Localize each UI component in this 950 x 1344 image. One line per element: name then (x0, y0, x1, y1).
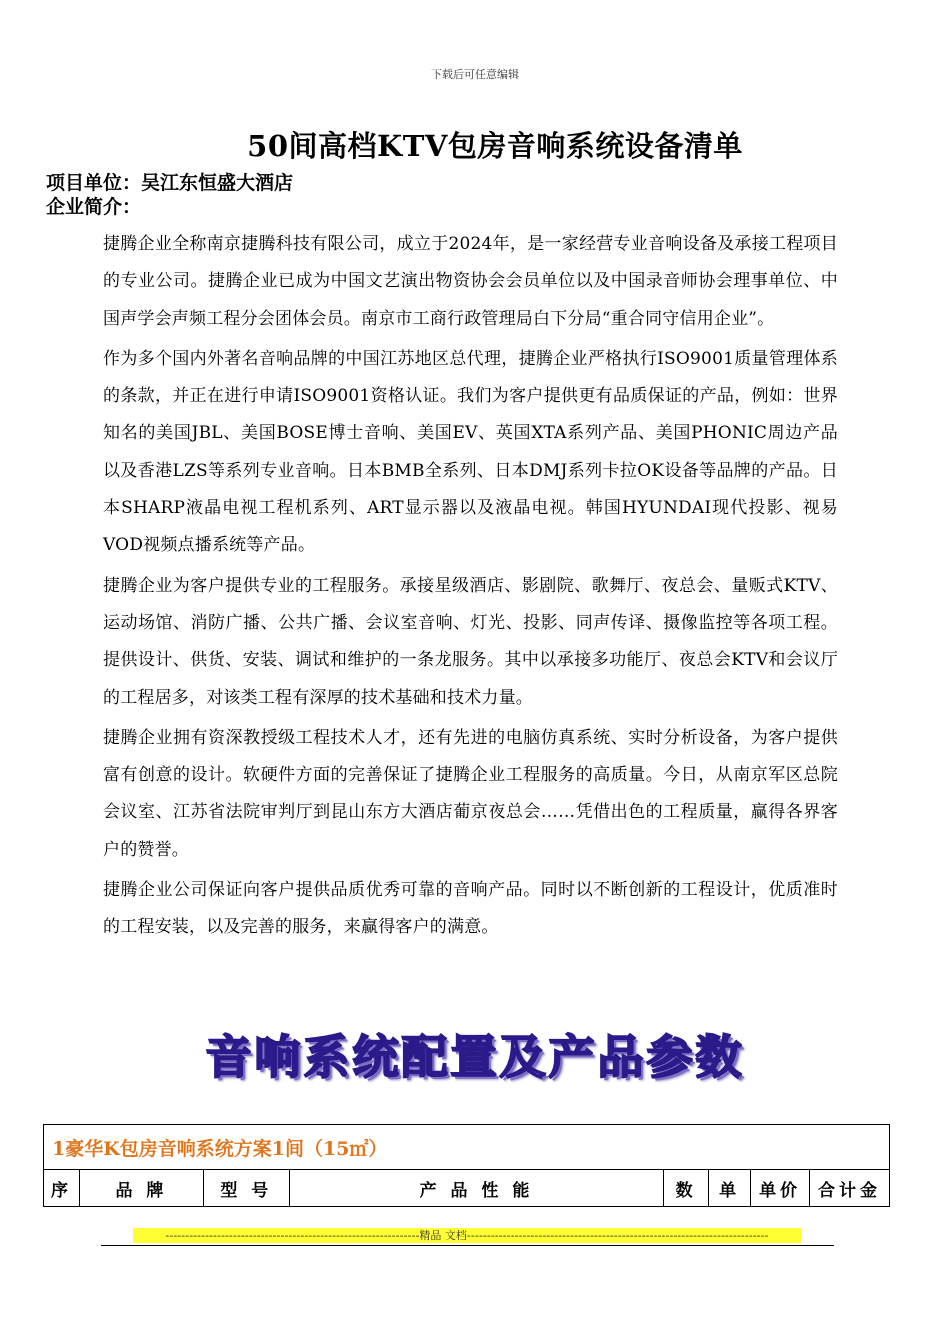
intro-paragraph: 捷腾企业拥有资深教授级工程技术人才，还有先进的电脑仿真系统、实时分析设备，为客户提供富有创意的设计。软硬件方面的完善保证了捷腾企业工程服务的高质量。今日，从南京军区总院会议室、江苏省法院审判厅到昆山东方大酒店葡京夜总会……凭借出色的工程质量，赢得各界客户的赞誉。 (103, 727, 838, 860)
company-intro-label: 企业简介： (46, 196, 142, 218)
section-banner: 音响系统配置及产品参数 (205, 1030, 745, 1084)
intro-paragraph: 捷腾企业全称南京捷腾科技有限公司，成立于2024年，是一家经营专业音响设备及承接工程项目的专业公司。捷腾企业已成为中国文艺演出物资协会会员单位以及中国录音师协会理事单位、中国声学会声频工程分会团体会员。南京市工商行政管理局白下分局“重合同守信用企业”。 (103, 234, 838, 329)
col-header-quantity: 数 (664, 1170, 709, 1207)
header-note: 下载后可任意编辑 (431, 68, 519, 81)
scheme-title: 1豪华K包房音响系统方案1间（15㎡） (44, 1125, 890, 1170)
equipment-table (43, 1124, 890, 1207)
project-unit: 项目单位：吴江东恒盛大酒店 (46, 172, 294, 194)
intro-paragraph: 捷腾企业公司保证向客户提供品质优秀可靠的音响产品。同时以不断创新的工程设计，优质准时的工程安装，以及完善的服务，来赢得客户的满意。 (103, 880, 838, 938)
col-header-brand: 品 牌 (79, 1170, 203, 1207)
intro-paragraph: 捷腾企业为客户提供专业的工程服务。承接星级酒店、影剧院、歌舞厅、夜总会、量贩式KTV、运动场馆、消防广播、公共广播、会议室音响、灯光、投影、同声传译、摄像监控等各项工程。提供设计、供货、安装、调试和维护的一条龙服务。其中以承接多功能厅、夜总会KTV和会议厅的工程居多，对该类工程有深厚的技术基础和技术力量。 (103, 575, 838, 708)
col-header-index: 序 (44, 1170, 80, 1207)
col-header-performance: 产 品 性 能 (289, 1170, 663, 1207)
footer-divider (101, 1245, 834, 1246)
col-header-total: 合计金 (810, 1170, 890, 1207)
page-title: 50间高档KTV包房音响系统设备清单 (247, 129, 743, 163)
footer-watermark: ----------------------------------------------------------------精品 文档---------------------------------------------------------------------------- (133, 1228, 801, 1243)
company-intro (103, 226, 838, 950)
col-header-model: 型 号 (203, 1170, 289, 1207)
table-header-row (44, 1170, 890, 1207)
col-header-unit: 单 (709, 1170, 751, 1207)
col-header-unit-price: 单价 (751, 1170, 810, 1207)
intro-paragraph: 作为多个国内外著名音响品牌的中国江苏地区总代理，捷腾企业严格执行ISO9001质量管理体系的条款，并正在进行申请ISO9001资格认证。我们为客户提供更有品质保证的产品，例如：世界知名的美国JBL、美国BOSE博士音响、美国EV、英国XTA系列产品、美国PHONIC周边产品以及香港LZS等系列专业音响。日本BMB全系列、日本DMJ系列卡拉OK设备等品牌的产品。日本SHARP液晶电视工程机系列、ART显示器以及液晶电视。韩国HYUNDAI现代投影、视易VOD视频点播系统等产品。 (103, 348, 838, 556)
